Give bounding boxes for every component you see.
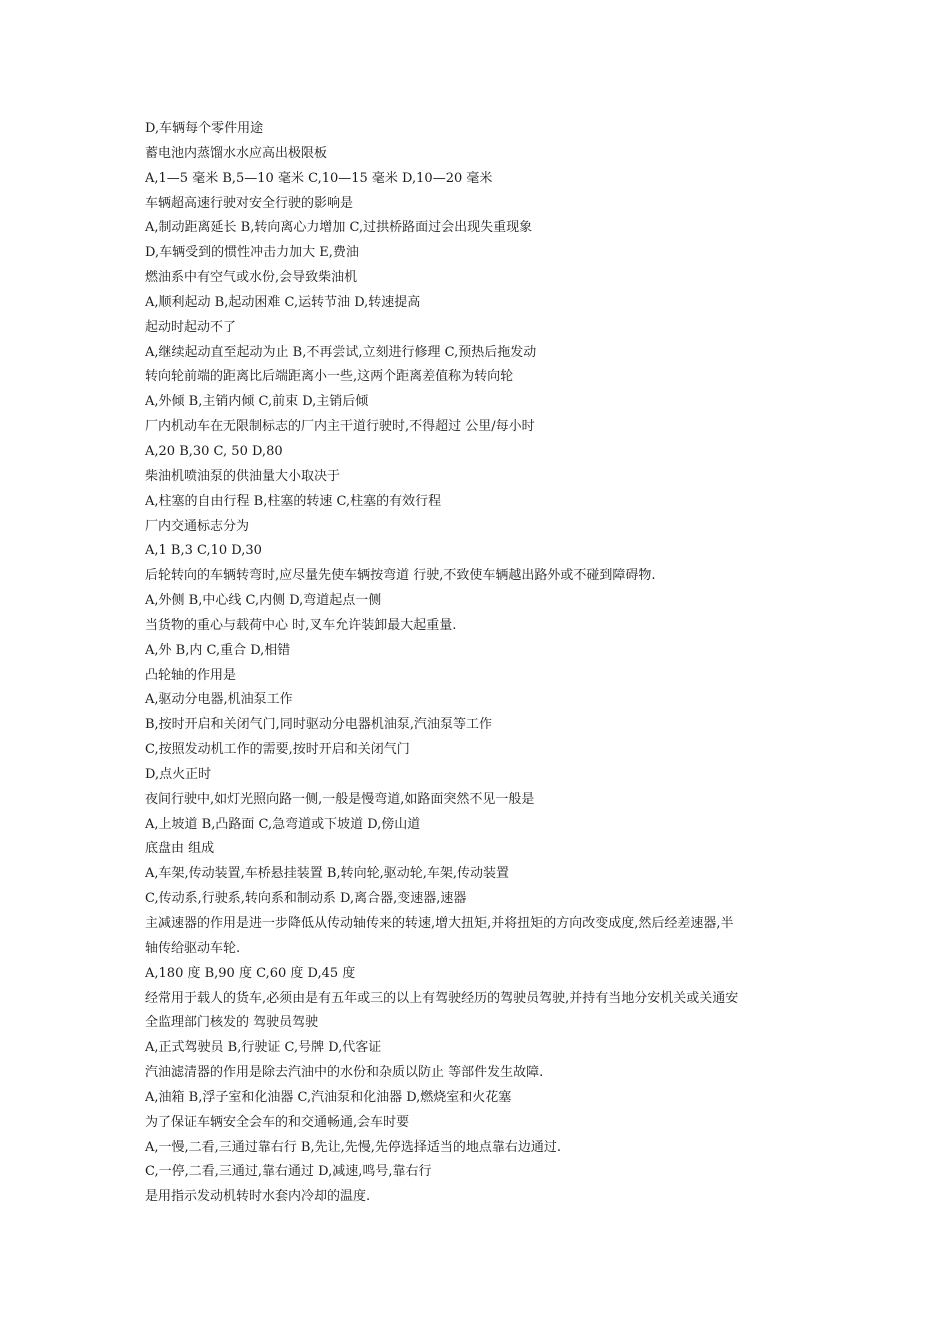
text-line: A,正式驾驶员 B,行驶证 C,号牌 D,代客证: [145, 1040, 382, 1056]
text-line: A,一慢,二看,三通过靠右行 B,先让,先慢,先停选择适当的地点靠右边通过.: [145, 1139, 562, 1155]
question-text-block: [145, 117, 815, 1210]
text-line: 起动时起动不了: [145, 319, 237, 335]
text-line: C,按照发动机工作的需要,按时开启和关闭气门: [145, 742, 410, 758]
text-line: D,车辆受到的惯性冲击力加大 E,费油: [145, 245, 359, 261]
text-line: A,外侧 B,中心线 C,内侧 D,弯道起点一侧: [145, 593, 382, 609]
text-line: A,油箱 B,浮子室和化油器 C,汽油泵和化油器 D,燃烧室和火花塞: [145, 1089, 512, 1105]
text-line: 凸轮轴的作用是: [145, 667, 237, 683]
text-line: 主减速器的作用是进一步降低从传动轴传来的转速,增大扭矩,并将扭矩的方向改变成度,然后经差速器,半: [145, 916, 734, 931]
text-line: 蓄电池内蒸馏水水应高出极限板: [145, 145, 328, 161]
text-line: A,20 B,30 C, 50 D,80: [145, 443, 283, 459]
text-line: A,车架,传动装置,车桥悬挂装置 B,转向轮,驱动轮,车架,传动装置: [145, 866, 510, 882]
text-line: 当货物的重心与载荷中心 时,叉车允许装卸最大起重量.: [145, 617, 457, 633]
text-line: 柴油机喷油泵的供油量大小取决于: [145, 468, 341, 484]
text-line: 汽油滤清器的作用是除去汽油中的水份和杂质以防止 等部件发生故障.: [145, 1065, 544, 1081]
text-line: B,按时开启和关闭气门,同时驱动分电器机油泵,汽油泵等工作: [145, 717, 492, 733]
text-line: 转向轮前端的距离比后端距离小一些,这两个距离差值称为转向轮: [145, 369, 514, 385]
text-line: D,车辆每个零件用途: [145, 121, 264, 136]
text-line: A,1—5 毫米 B,5—10 毫米 C,10—15 毫米 D,10—20 毫米: [145, 170, 493, 186]
text-line: A,顺利起动 B,起动困难 C,运转节油 D,转速提高: [145, 294, 421, 310]
text-line: 厂内机动车在无限制标志的厂内主干道行驶时,不得超过 公里/每小时: [145, 419, 535, 435]
text-line: 车辆超高速行驶对安全行驶的影响是: [145, 195, 354, 211]
text-line: 全监理部门核发的 驾驶员驾驶: [145, 1015, 319, 1031]
text-line: 厂内交通标志分为: [145, 518, 250, 534]
text-line: A,制动距离延长 B,转向离心力增加 C,过拱桥路面过会出现失重现象: [145, 220, 533, 236]
text-line: 为了保证车辆安全会车的和交通畅通,会车时要: [145, 1114, 410, 1130]
text-line: 是用指示发动机转时水套内冷却的温度.: [145, 1189, 371, 1205]
text-line: A,继续起动直至起动为止 B,不再尝试,立刻进行修理 C,预热后拖发动: [145, 344, 537, 360]
text-line: A,上坡道 B,凸路面 C,急弯道或下坡道 D,傍山道: [145, 816, 421, 832]
text-line: 燃油系中有空气或水份,会导致柴油机: [145, 270, 358, 286]
text-line: A,外 B,内 C,重合 D,相错: [145, 642, 291, 658]
text-line: A,180 度 B,90 度 C,60 度 D,45 度: [145, 965, 356, 981]
text-line: C,传动系,行驶系,转向系和制动系 D,离合器,变速器,速器: [145, 891, 467, 907]
text-line: D,点火正时: [145, 766, 212, 782]
text-line: 夜间行驶中,如灯光照向路一侧,一般是慢弯道,如路面突然不见一般是: [145, 791, 535, 807]
text-line: A,柱塞的自由行程 B,柱塞的转速 C,柱塞的有效行程: [145, 493, 442, 509]
text-line: A,1 B,3 C,10 D,30: [145, 543, 262, 559]
text-line: 经常用于载人的货车,必须由是有五年或三的以上有驾驶经历的驾驶员驾驶,并持有当地分安机关或关通安: [145, 990, 739, 1006]
text-line: 底盘由 组成: [145, 841, 215, 857]
text-line: 轴传给驱动车轮.: [145, 940, 241, 956]
text-line: A,外倾 B,主销内倾 C,前束 D,主销后倾: [145, 394, 369, 410]
text-line: A,驱动分电器,机油泵工作: [145, 692, 293, 708]
text-line: 后轮转向的车辆转弯时,应尽量先使车辆按弯道 行驶,不致使车辆越出路外或不碰到障碍物.: [145, 568, 656, 584]
text-line: C,一停,二看,三通过,靠右通过 D,减速,鸣号,靠右行: [145, 1164, 432, 1180]
